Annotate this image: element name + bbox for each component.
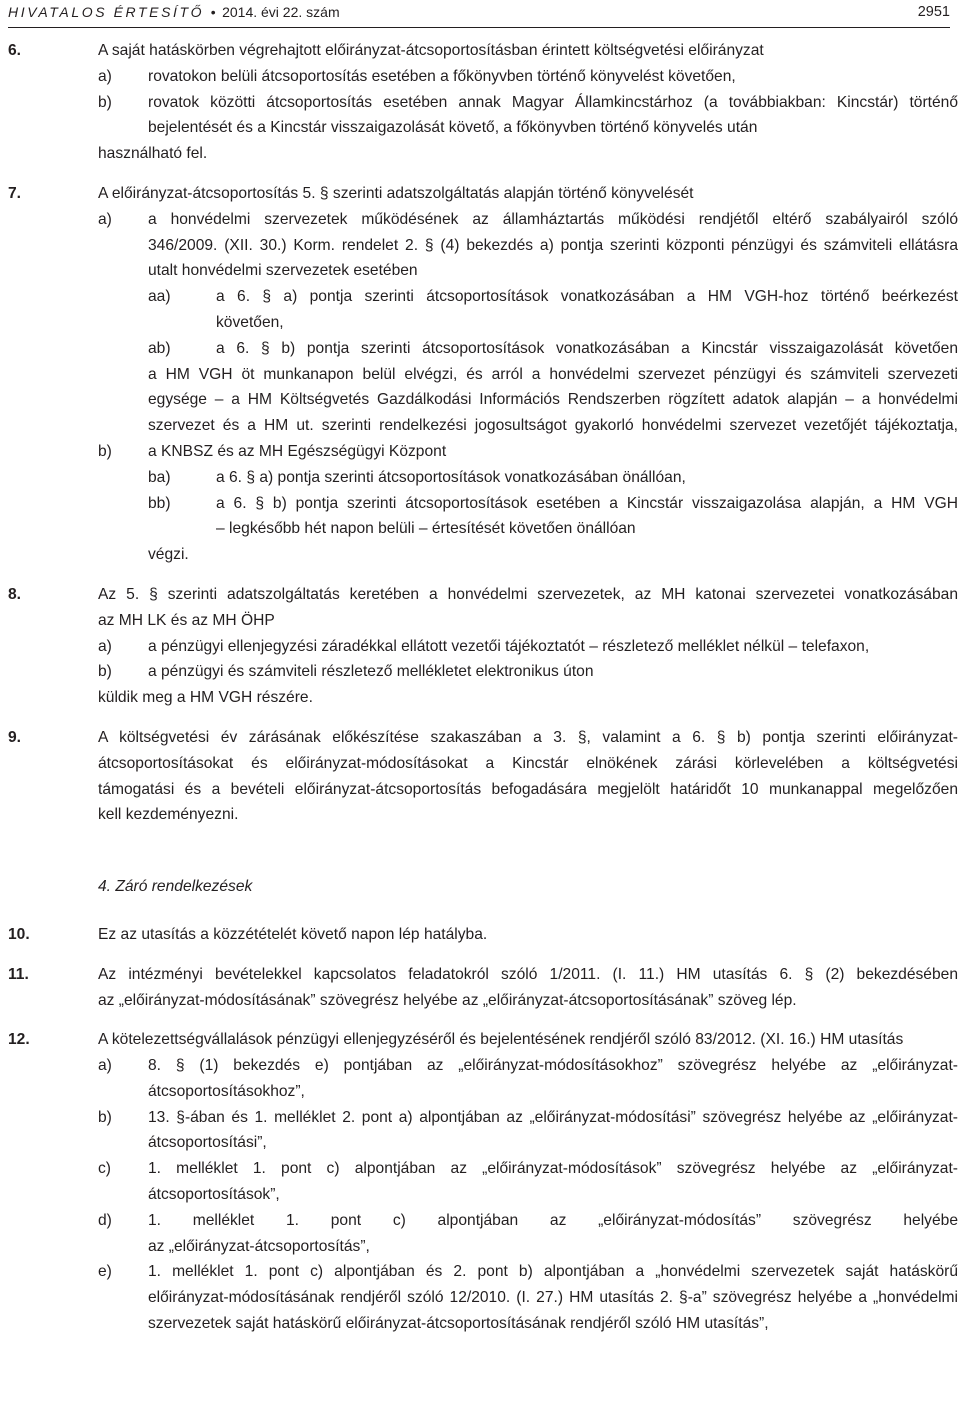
section-10-line-1: Ez az utasítás a közzétételét követő napon lép hatályba. — [98, 925, 488, 943]
item-label-ba: ba) — [148, 468, 171, 486]
item-text-bb-line-2: – legkésőbb hét napon belüli – értesítését követően önállóan — [216, 520, 636, 538]
item-label-b: b) — [98, 663, 112, 681]
section-10 — [8, 922, 958, 948]
item-text-b-line-1: rovatok közötti átcsoportosítás esetében annak Magyar Államkincstárhoz (a továbbiakban: Kincstár) történő — [148, 93, 958, 111]
item-text-a: rovatokon belüli átcsoportosítás esetében a főkönyvben történő könyvelést követően, — [148, 67, 736, 85]
section-9-line-2: átcsoportosításokat és előirányzat-módosításokat a Kincstár elnökének zárási körlevelében a költségvetési — [98, 754, 958, 772]
item-text-a-cont-1: a HM VGH öt munkanapon belül elvégzi, és arról a honvédelmi szervezet pénzügyi és számviteli szervezeti — [148, 365, 958, 383]
section-7 — [8, 181, 958, 568]
journal-title: HIVATALOS ÉRTESÍTŐ — [8, 4, 205, 20]
item-text-a-line-3: utalt honvédelmi szervezetek esetében — [148, 262, 418, 280]
item-text-a-cont-2: egysége – a HM Költségvetés Gazdálkodási Információs Rendszerben rögzített adatok alapján – a honvédelmi — [148, 391, 958, 409]
section-11-line-2: az „előirányzat-módosításának” szövegrész helyébe az „előirányzat-átcsoportosításának” szöveg lép. — [98, 991, 797, 1009]
item-text-b-line-1: 13. §-ában és 1. melléklet 2. pont a) alpontjában az „előirányzat-módosítási” szövegrész helyébe az „előirányzat- — [148, 1108, 958, 1126]
header-rule — [8, 27, 950, 28]
item-text-ba: a 6. § a) pontja szerinti átcsoportosítások vonatkozásában önállóan, — [216, 468, 686, 486]
section-11 — [8, 962, 958, 1014]
item-text-c-line-2: átcsoportosítások”, — [148, 1186, 280, 1204]
item-text-e-line-1: 1. melléklet 1. pont c) alpontjában és 2. pont b) alpontjában a „honvédelmi szervezetek saját hatáskörű — [148, 1263, 958, 1281]
item-text-aa-line-2: követően, — [216, 313, 284, 331]
section-7-closing: végzi. — [148, 546, 189, 564]
item-text-b-line-2: bejelentését és a Kincstár visszaigazolását követő, a főkönyvben történő könyvelés után — [148, 119, 758, 137]
section-7-intro: A előirányzat-átcsoportosítás 5. § szerinti adatszolgáltatás alapján történő könyvelését — [98, 184, 694, 202]
section-6-closing: használható fel. — [98, 145, 208, 163]
item-label-b: b) — [98, 1108, 112, 1126]
item-text-e-line-3: szervezetek saját hatáskörű előirányzat-átcsoportosításának rendjéről szóló HM utasítás”, — [148, 1315, 769, 1333]
item-text-a-line-1: a honvédelmi szervezetek működésének az államháztartás működési rendjétől eltérő szabályairól szóló — [148, 210, 958, 228]
item-label-ab: ab) — [148, 339, 171, 357]
section-6-intro: A saját hatáskörben végrehajtott előirányzat-átcsoportosításban érintett költségvetési előirányzat — [98, 42, 764, 59]
section-8-line-1: Az 5. § szerinti adatszolgáltatás keretében a honvédelmi szervezetek, az MH katonai szervezetei vonatkozásában — [98, 585, 958, 603]
item-label-a: a) — [98, 210, 112, 228]
section-9 — [8, 725, 958, 828]
item-text-b: a pénzügyi és számviteli részletező mellékletet elektronikus úton — [148, 663, 594, 681]
item-text-d-line-2: az „előirányzat-átcsoportosítás”, — [148, 1237, 370, 1255]
item-text-e-line-2: előirányzat-módosításának rendjéről szóló 12/2010. (I. 27.) HM utasítás 2. §-a” szövegrész helyébe a „honvédelmi — [148, 1289, 958, 1307]
item-text-b: a KNBSZ és az MH Egészségügyi Központ — [148, 442, 447, 460]
item-label-bb: bb) — [148, 494, 171, 512]
item-text-d-line-1: 1. melléklet 1. pont c) alpontjában az „előirányzat-módosítás” szövegrész helyébe — [148, 1211, 958, 1229]
item-text-a: a pénzügyi ellenjegyzési záradékkal ellátott vezetői tájékoztatót – részletező melléklet nélkül – telefaxon, — [148, 637, 870, 655]
item-label-b: b) — [98, 93, 112, 111]
item-label-b: b) — [98, 442, 112, 460]
chapter-title: 4. Záró rendelkezések — [98, 878, 253, 896]
item-label-a: a) — [98, 637, 112, 655]
section-8 — [8, 582, 958, 711]
running-header — [8, 4, 340, 20]
item-text-a-line-1: 8. § (1) bekezdés e) pontjában az „előirányzat-módosításokhoz” szövegrész helyébe az „előirányzat- — [148, 1057, 958, 1075]
item-label-e: e) — [98, 1263, 112, 1281]
section-number: 9. — [8, 728, 22, 746]
section-12-intro: A kötelezettségvállalások pénzügyi ellenjegyzéséről és bejelentésének rendjéről szóló 83/2012. (XI. 16.) HM utasítás — [98, 1031, 904, 1049]
item-label-d: d) — [98, 1211, 112, 1229]
section-number: 8. — [8, 585, 22, 603]
item-text-aa-line-1: a 6. § a) pontja szerinti átcsoportosítások vonatkozásában a HM VGH-hoz történő beérkezést — [216, 288, 958, 306]
section-11-line-1: Az intézményi bevételekkel kapcsolatos feladatokról szóló 1/2011. (I. 11.) HM utasítás 6. § (2) bekezdésében — [98, 965, 958, 983]
document-body — [8, 38, 958, 1337]
section-12 — [8, 1027, 958, 1337]
page-header — [8, 4, 950, 26]
issue-date: 2014. évi 22. szám — [222, 4, 340, 20]
header-bullet: • — [210, 4, 216, 20]
section-8-closing: küldik meg a HM VGH részére. — [98, 689, 313, 707]
item-label-aa: aa) — [148, 288, 171, 306]
item-text-a-line-2: átcsoportosításokhoz”, — [148, 1082, 305, 1100]
section-6 — [8, 38, 958, 167]
section-9-line-4: kell kezdeményezni. — [98, 806, 239, 824]
section-9-line-3: támogatási és a bevételi előirányzat-átcsoportosítás befogadására megjelölt határidőt 10 munkanappal megelőzően — [98, 780, 958, 798]
item-text-b-line-2: átcsoportosítási”, — [148, 1134, 267, 1152]
section-8-line-2: az MH LK és az MH ÖHP — [98, 611, 275, 629]
page-number: 2951 — [917, 4, 950, 20]
section-number: 11. — [8, 965, 29, 983]
section-number: 10. — [8, 925, 30, 943]
item-text-a-cont-3: szervezet és a HM ut. szerinti rendelkezési jogosultságot gyakorló honvédelmi szervezet vezetőjét tájékoztatja, — [148, 417, 958, 435]
section-number: 12. — [8, 1031, 30, 1049]
item-text-c-line-1: 1. melléklet 1. pont c) alpontjában az „előirányzat-módosítások” szövegrész helyébe az „előirányzat- — [148, 1160, 958, 1178]
item-text-ab: a 6. § b) pontja szerinti átcsoportosítások vonatkozásában a Kincstár visszaigazolását követően — [216, 339, 958, 357]
item-label-a: a) — [98, 67, 112, 85]
section-number: 6. — [8, 42, 22, 59]
item-label-c: c) — [98, 1160, 111, 1178]
item-text-bb-line-1: a 6. § b) pontja szerinti átcsoportosítások esetében a Kincstár visszaigazolása alapján, a HM VGH — [216, 494, 958, 512]
section-number: 7. — [8, 184, 22, 202]
item-text-a-line-2: 346/2009. (XII. 30.) Korm. rendelet 2. § (4) bekezdés a) pontja szerinti központi pénzügyi és számviteli ellátásra — [148, 236, 958, 254]
item-label-a: a) — [98, 1057, 112, 1075]
section-9-line-1: A költségvetési év zárásának előkészítése szakaszában a 3. §, valamint a 6. § b) pontja szerinti előirányzat- — [98, 728, 958, 746]
